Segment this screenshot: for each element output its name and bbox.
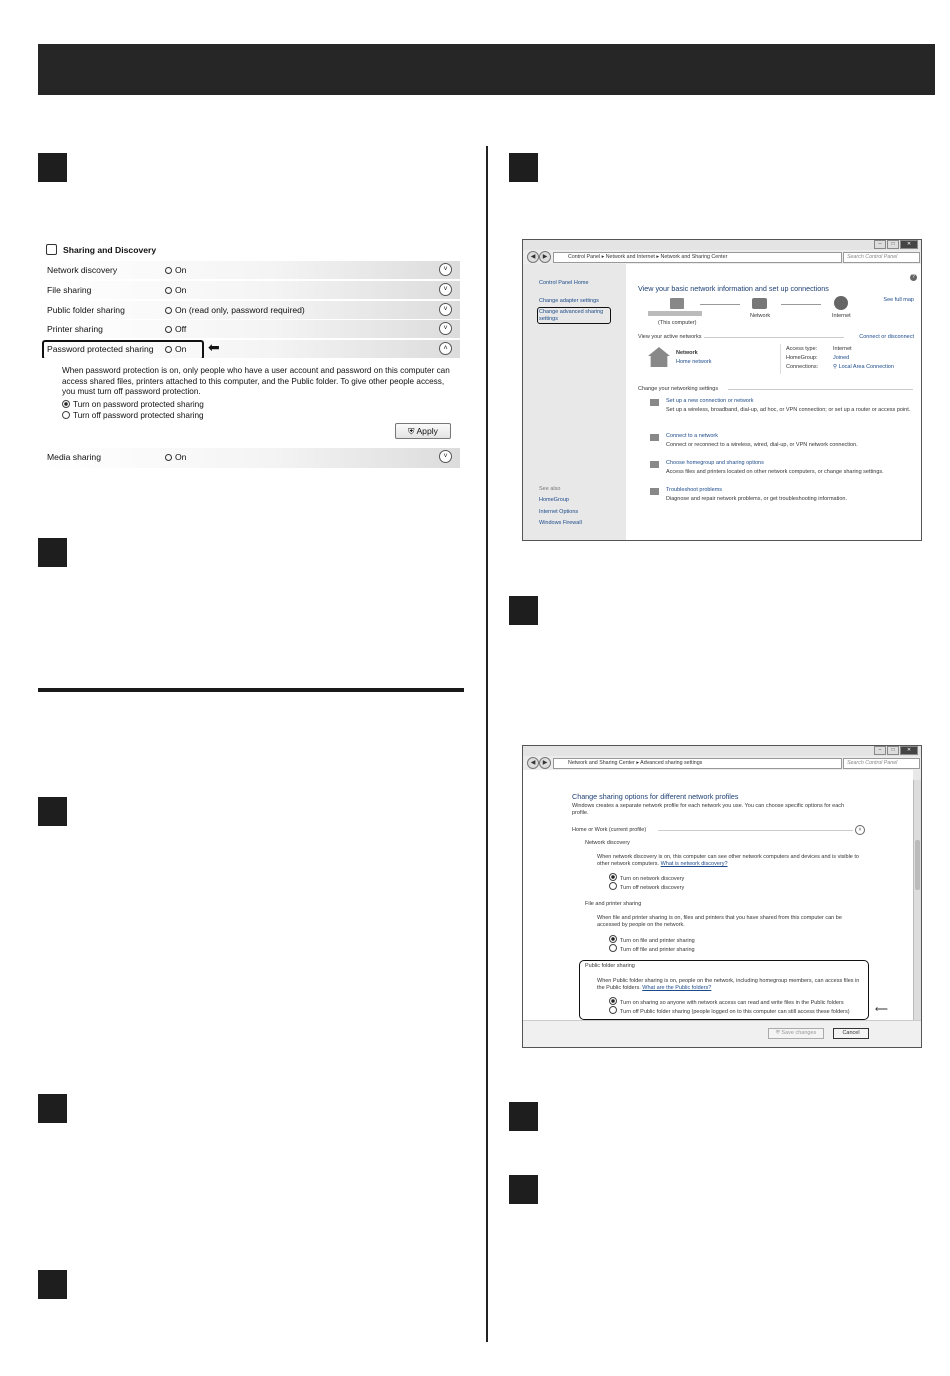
scrollbar-thumb[interactable] [915, 840, 920, 890]
cancel-button[interactable]: Cancel [833, 1028, 869, 1039]
highlight-box [42, 340, 204, 360]
chevron-up-icon[interactable]: ˄ [855, 825, 865, 835]
network-type-link[interactable]: Home network [676, 359, 712, 365]
intro-text: Windows creates a separate network profile for each network you use. You can choose specific options for each profile. [572, 803, 845, 816]
see-full-map-link[interactable]: See full map [883, 297, 914, 303]
password-sharing-details [42, 358, 460, 448]
pointer-arrow-icon: ⬅ [208, 339, 220, 355]
apply-button[interactable]: ⛨ Apply [395, 423, 451, 439]
option-network-discovery-off[interactable]: Turn off network discovery [609, 882, 684, 891]
step-marker [509, 1102, 538, 1131]
radio-selected-icon [609, 997, 617, 1005]
connect-disconnect-link[interactable]: Connect or disconnect [859, 334, 914, 340]
radio-selected-icon [609, 873, 617, 881]
radio-icon [62, 411, 70, 419]
option-file-sharing-on[interactable]: Turn on file and printer sharing [609, 935, 695, 944]
back-icon[interactable]: ◀ [527, 251, 539, 263]
section-title-file-printer-sharing: File and printer sharing [585, 901, 642, 907]
nav-control-panel-home[interactable]: Control Panel Home [539, 280, 589, 286]
close-icon[interactable]: ✕ [900, 240, 918, 249]
row-public-folder-sharing[interactable]: Public folder sharing On (read only, password required) ˅ [42, 301, 460, 319]
step-marker [38, 1270, 67, 1299]
change-settings-heading: Change your networking settings [638, 386, 719, 392]
step-marker [38, 538, 67, 567]
step-marker [38, 153, 67, 182]
minimize-icon[interactable]: – [874, 240, 886, 249]
network-name: Network [676, 350, 698, 356]
profile-heading: Home or Work (current profile) [572, 827, 647, 833]
status-dot-icon [165, 287, 172, 294]
pointer-arrow-icon: ⟵ [875, 1004, 888, 1014]
chevron-down-icon[interactable]: ˅ [439, 283, 452, 296]
map-label-internet: Internet [832, 313, 851, 319]
shield-icon: ⛨ [775, 1030, 780, 1036]
map-label-this-computer: (This computer) [658, 320, 697, 326]
radio-icon [609, 1006, 617, 1014]
section-title-network-discovery: Network discovery [585, 840, 630, 846]
back-icon[interactable]: ◀ [527, 757, 539, 769]
active-networks-heading: View your active networks [638, 334, 702, 340]
shield-icon: ⛨ [408, 426, 415, 436]
step-marker [38, 1094, 67, 1123]
connect-network-icon [650, 434, 659, 441]
step-marker [38, 797, 67, 826]
address-bar [523, 250, 921, 264]
step-marker [509, 153, 538, 182]
see-also-homegroup[interactable]: HomeGroup [539, 497, 569, 503]
computer-icon [670, 298, 684, 309]
radio-icon [609, 944, 617, 952]
footer-bar [523, 1020, 921, 1047]
homegroup-icon [650, 461, 659, 468]
page-title: Change sharing options for different network profiles [572, 792, 739, 801]
homegroup-joined-link[interactable]: Joined [833, 355, 850, 361]
section-title-public-folder-sharing: Public folder sharing [585, 963, 635, 969]
troubleshoot-icon [650, 488, 659, 495]
task-setup-connection[interactable]: Set up a new connection or network [666, 398, 754, 404]
advanced-sharing-window [522, 745, 922, 1048]
chevron-down-icon[interactable]: ˅ [439, 322, 452, 335]
radio-selected-icon [62, 400, 70, 408]
breadcrumb[interactable]: Network and Sharing Center ▸ Advanced sharing settings [553, 758, 842, 769]
option-turn-off[interactable]: Turn off password protected sharing [62, 411, 204, 422]
sharing-discovery-panel [42, 240, 460, 468]
nav-change-adapter-settings[interactable]: Change adapter settings [539, 298, 599, 304]
local-area-connection-link[interactable]: ⚲ Local Area Connection [833, 364, 894, 370]
globe-icon [834, 296, 848, 310]
chevron-down-icon[interactable]: ˅ [439, 303, 452, 316]
chevron-up-icon[interactable]: ˄ [439, 342, 452, 355]
task-troubleshoot[interactable]: Troubleshoot problems [666, 487, 723, 493]
row-file-sharing[interactable]: File sharing On ˅ [42, 281, 460, 299]
status-dot-icon [165, 454, 172, 461]
network-icon [752, 298, 767, 309]
forward-icon[interactable]: ▶ [539, 251, 551, 263]
status-dot-icon [165, 267, 172, 274]
breadcrumb[interactable]: Control Panel ▸ Network and Internet ▸ Network and Sharing Center [553, 252, 842, 263]
main-content: View your basic network information and set up connections See full map (This computer) Network Internet View your active networks Connect or disconnect Network Home network Access type: Internet HomeGroup: Joined Connections: ⚲ Local Area Connection Change your networking settings Set up a new connection or network Set up a wireless, broadband, dial-up, ad hoc, or VPN connection; or set up a router or access point. Connect to a network Connect or reconnect to a wireless, wired, dial-up, or VPN network connection. Choose homegroup and sharing options Access files and printers located on other network computers, or change sharing settings. Troubleshoot problems Diagnose and repair network problems, or get troubleshooting information. [626, 264, 921, 540]
minimize-icon[interactable]: – [874, 746, 886, 755]
chevron-down-icon[interactable]: ˅ [439, 450, 452, 463]
section-rule [38, 688, 464, 692]
row-printer-sharing[interactable]: Printer sharing Off ˅ [42, 320, 460, 338]
main-content: Change sharing options for different network profiles Windows creates a separate network profile for each network you use. You can choose specific options for each profile. Home or Work (current profile) ˄ Network discovery When network discovery is on, this computer can see other network computers and devices and is visible to other network computers. What is network discovery? Turn on network discovery Turn off network discovery File and printer sharing When file and printer sharing is on, files and printers that you have shared from this computer can be accessed by people on the network. Turn on file and printer sharing Turn off file and printer sharing Public folder sharing When Public folder sharing is on, people on the network, including homegroup members, can access files in the Public folders. What are the Public folders? Turn on sharing so anyone with network access can read and write files in the Public folders Turn off Public folder sharing (people logged on to this computer can still access these folders) ⟵ [523, 770, 913, 1020]
scrollbar[interactable] [913, 780, 921, 1020]
row-password-protected-sharing[interactable]: Password protected sharing On ˄ [42, 340, 460, 358]
page-title: View your basic network information and set up connections [638, 284, 829, 293]
option-file-sharing-off[interactable]: Turn off file and printer sharing [609, 944, 695, 953]
option-network-discovery-on[interactable]: Turn on network discovery [609, 873, 684, 882]
search-input[interactable]: Search Control Panel [843, 252, 920, 263]
panel-title: Sharing and Discovery [46, 244, 156, 255]
option-public-sharing-off[interactable]: Turn off Public folder sharing (people logged on to this computer can still access these folders) [609, 1006, 859, 1015]
home-network-icon [648, 347, 670, 367]
header-bar [38, 44, 935, 95]
forward-icon[interactable]: ▶ [539, 757, 551, 769]
status-dot-icon [165, 326, 172, 333]
new-connection-icon [650, 399, 659, 406]
what-are-public-folders-link[interactable]: What are the Public folders? [642, 984, 712, 991]
network-sharing-center-window [522, 239, 922, 541]
left-nav [523, 264, 626, 540]
status-dot-icon [165, 307, 172, 314]
option-public-sharing-on[interactable]: Turn on sharing so anyone with network access can read and write files in the Public folders [609, 997, 867, 1006]
description-text: When password protection is on, only people who have a user account and password on this computer can access shared files, printers attached to this computer, and the Public folder. To give other people access, you must turn off password protection. [62, 366, 450, 396]
map-label-network: Network [750, 313, 771, 319]
option-turn-on[interactable]: Turn on password protected sharing [62, 400, 204, 411]
maximize-icon[interactable]: □ [887, 746, 899, 755]
maximize-icon[interactable]: □ [887, 240, 899, 249]
row-media-sharing[interactable]: Media sharing On ˅ [42, 448, 460, 468]
step-marker [509, 1175, 538, 1204]
network-sharing-icon [46, 244, 57, 255]
see-also-internet-options[interactable]: Internet Options [539, 509, 579, 515]
step-marker [509, 596, 538, 625]
what-is-network-discovery-link[interactable]: What is network discovery? [660, 860, 728, 867]
address-bar [523, 756, 921, 770]
see-also-heading: See also [539, 486, 561, 492]
task-connect-network[interactable]: Connect to a network [666, 433, 718, 439]
search-input[interactable]: Search Control Panel [843, 758, 920, 769]
radio-icon [609, 882, 617, 890]
save-changes-button[interactable]: ⛨ Save changes [768, 1028, 824, 1039]
task-homegroup-sharing[interactable]: Choose homegroup and sharing options [666, 460, 764, 466]
radio-selected-icon [609, 935, 617, 943]
blurred-computer-name [648, 311, 702, 316]
close-icon[interactable]: ✕ [900, 746, 918, 755]
chevron-down-icon[interactable]: ˅ [439, 263, 452, 276]
row-network-discovery[interactable]: Network discovery On ˅ [42, 261, 460, 279]
nav-change-advanced-sharing[interactable]: Change advanced sharing settings [537, 307, 611, 324]
connection-icon: ⚲ [833, 364, 838, 370]
help-icon[interactable]: ? [910, 274, 917, 281]
see-also-windows-firewall[interactable]: Windows Firewall [539, 520, 582, 526]
column-divider [486, 146, 488, 1342]
